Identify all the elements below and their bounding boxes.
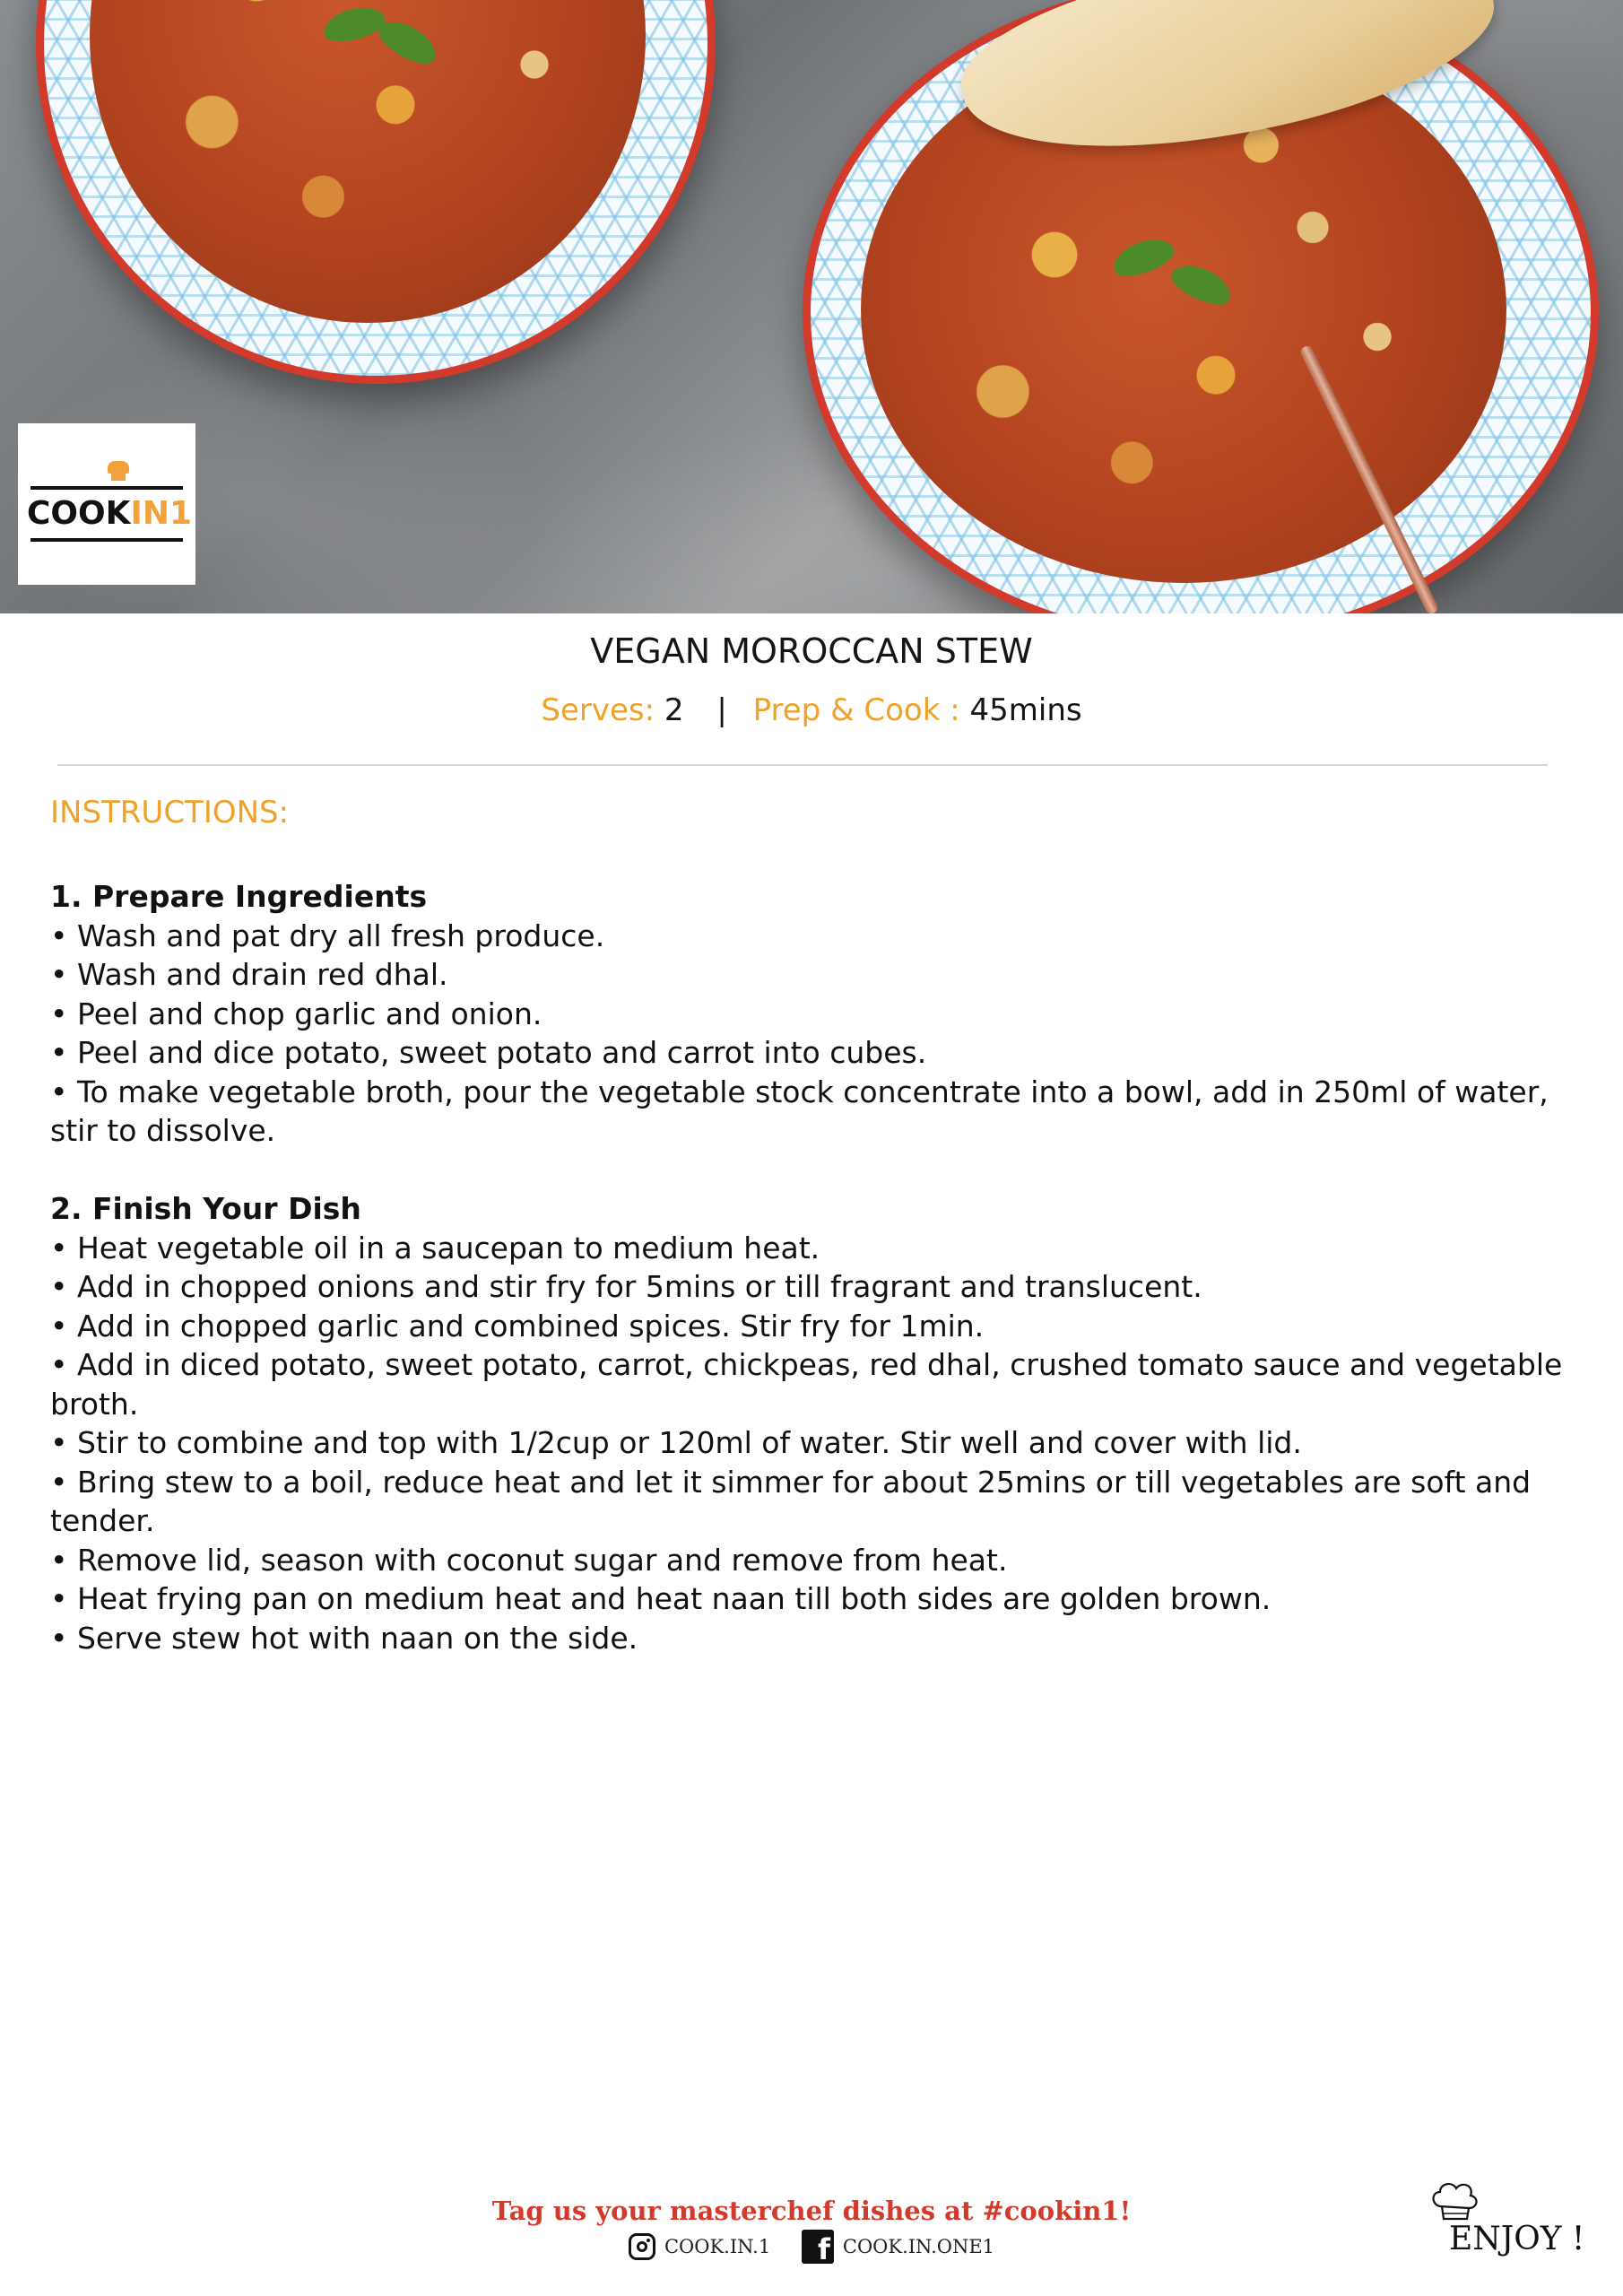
meta-separator: |	[716, 692, 727, 728]
logo-accent: IN1	[130, 495, 193, 532]
instagram-link[interactable]	[629, 2233, 770, 2260]
step-item: • Peel and dice potato, sweet potato and carrot into cubes.	[50, 1033, 1575, 1073]
step-item: • Serve stew hot with naan on the side.	[50, 1619, 1575, 1658]
header-divider	[57, 764, 1548, 766]
section-prepare-ingredients	[50, 877, 1575, 1151]
serves-label: Serves:	[541, 692, 655, 728]
prep-label: Prep & Cook :	[752, 692, 960, 728]
footer-tagline: Tag us your masterchef dishes at #cookin1!	[491, 2196, 1132, 2226]
logo-prefix: COOK	[27, 495, 131, 532]
logo-divider	[30, 538, 183, 542]
step-item: • Add in chopped onions and stir fry for 5mins or till fragrant and translucent.	[50, 1267, 1575, 1307]
serves-value: 2	[664, 692, 684, 728]
facebook-link[interactable]	[802, 2230, 994, 2264]
instagram-icon	[629, 2233, 655, 2260]
instructions-heading: INSTRUCTIONS:	[50, 795, 290, 831]
step-item: • Heat vegetable oil in a saucepan to medium heat.	[50, 1229, 1575, 1268]
logo-divider	[30, 486, 183, 490]
recipe-meta	[0, 692, 1623, 728]
cookin1-logo	[18, 423, 195, 585]
instagram-handle: COOK.IN.1	[664, 2236, 771, 2257]
enjoy-text: ENJOY !	[1449, 2221, 1585, 2257]
step-item: • Add in chopped garlic and combined spices. Stir fry for 1min.	[50, 1307, 1575, 1346]
instructions-body	[50, 877, 1575, 1697]
step-item: • Heat frying pan on medium heat and heat naan till both sides are golden brown.	[50, 1579, 1575, 1619]
logo-wordmark	[27, 495, 193, 532]
hero-photo	[0, 0, 1623, 613]
facebook-icon: f	[802, 2230, 834, 2264]
step-item: • Remove lid, season with coconut sugar and remove from heat.	[50, 1541, 1575, 1580]
step-item: • Peel and chop garlic and onion.	[50, 995, 1575, 1034]
section-title: 2. Finish Your Dish	[50, 1191, 361, 1226]
step-item: • Add in diced potato, sweet potato, carrot, chickpeas, red dhal, crushed tomato sauce and vegetable broth.	[50, 1345, 1575, 1423]
step-item: • Bring stew to a boil, reduce heat and let it simmer for about 25mins or till vegetables are soft and tender.	[50, 1463, 1575, 1541]
facebook-handle: COOK.IN.ONE1	[842, 2236, 995, 2257]
step-item: • To make vegetable broth, pour the vegetable stock concentrate into a bowl, add in 250ml of water, stir to dissolve.	[50, 1073, 1575, 1151]
prep-value: 45mins	[969, 692, 1082, 728]
section-title: 1. Prepare Ingredients	[50, 879, 428, 914]
section-finish-your-dish	[50, 1189, 1575, 1657]
step-item: • Wash and drain red dhal.	[50, 955, 1575, 995]
step-item: • Wash and pat dry all fresh produce.	[50, 917, 1575, 956]
chef-hat-icon	[108, 461, 129, 474]
step-item: • Stir to combine and top with 1/2cup or 120ml of water. Stir well and cover with lid.	[50, 1423, 1575, 1463]
recipe-title: VEGAN MOROCCAN STEW	[590, 631, 1033, 671]
social-links	[0, 2230, 1623, 2264]
